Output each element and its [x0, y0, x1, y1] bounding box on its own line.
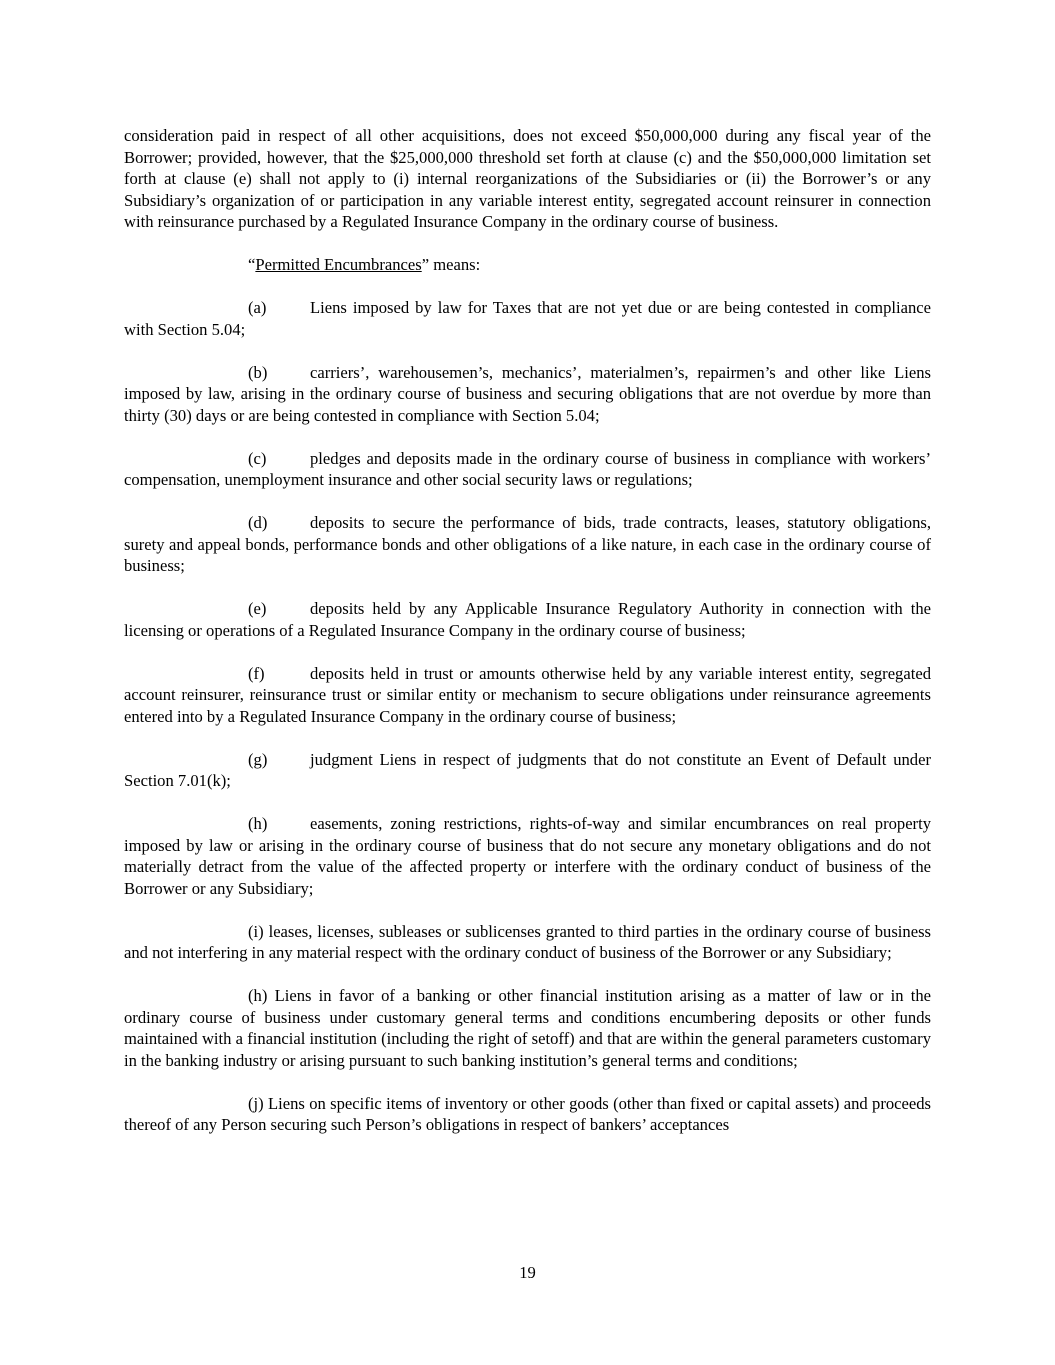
clause-g — [124, 749, 931, 792]
clause-c — [124, 448, 931, 491]
clause-label: (c) — [248, 448, 267, 468]
clause-f — [124, 663, 931, 728]
clause-label: (g) — [248, 749, 268, 769]
clause-text: easements, zoning restrictions, rights-of-way and similar encumbrances on real property imposed by law or arising in the ordinary course of business that do not secure any monetary obligations and do not materially detract from the value of the affected property or interfere with the ordinary conduct of business of the Borrower or any Subsidiary; — [124, 814, 931, 898]
definition-suffix: ” means: — [421, 255, 481, 274]
clause-d — [124, 512, 931, 577]
clause-text: carriers’, warehousemen’s, mechanics’, materialmen’s, repairmen’s and other like Liens imposed by law, arising in the ordinary course of business and securing obligations that are not overdue by more than thirty (30) days or are being contested in compliance with Section 5.04; — [124, 362, 931, 425]
definition-open-quote: “ — [248, 255, 256, 274]
page-number: 19 — [519, 1263, 536, 1282]
clause-text: pledges and deposits made in the ordinary course of business in compliance with workers’ compensation, unemployment insurance and other social security laws or regulations; — [124, 448, 931, 489]
document-page — [124, 125, 931, 1157]
clause-h — [124, 813, 931, 899]
clause-a — [124, 297, 931, 340]
clause-e — [124, 598, 931, 641]
clause-label: (b) — [248, 362, 268, 382]
clause-label: (d) — [248, 513, 268, 532]
clause-b — [124, 362, 931, 427]
clause-label: (e) — [248, 599, 267, 618]
clause-label: (h) — [248, 814, 268, 833]
definition-heading — [124, 254, 931, 276]
clause-text: Liens imposed by law for Taxes that are not yet due or are being contested in compliance with Section 5.04; — [124, 298, 931, 339]
clause-i: (i) leases, licenses, subleases or sublicenses granted to third parties in the ordinary course of business and not interfering in any material respect with the ordinary conduct of business of the Borrower or any Subsidiary; — [124, 921, 931, 962]
clause-text: deposits held in trust or amounts otherwise held by any variable interest entity, segregated account reinsurer, reinsurance trust or similar entity or mechanism to secure obligations under reinsurance agreements entered into by a Regulated Insurance Company in the ordinary course of business; — [124, 663, 931, 726]
clause-label: (f) — [248, 663, 265, 683]
clause-label: (a) — [248, 298, 267, 317]
clause-text: deposits held by any Applicable Insurance Regulatory Authority in connection with the licensing or operations of a Regulated Insurance Company in the ordinary course of business; — [124, 599, 931, 640]
defined-term: Permitted Encumbrances — [255, 255, 422, 274]
clause-text: judgment Liens in respect of judgments that do not constitute an Event of Default under Section 7.01(k); — [124, 749, 931, 790]
clause-j: (j) Liens on specific items of inventory or other goods (other than fixed or capital assets) and proceeds thereof of any Person securing such Person’s obligations in respect of bankers’ acceptances — [124, 1093, 931, 1134]
clause-text: deposits to secure the performance of bids, trade contracts, leases, statutory obligations, surety and appeal bonds, performance bonds and other obligations of a like nature, in each case in the ordinary course of business; — [124, 513, 931, 575]
intro-paragraph: consideration paid in respect of all other acquisitions, does not exceed $50,000,000 during any fiscal year of the Borrower; provided, however, that the $25,000,000 threshold set forth at clause (c) and the $50,000,000 limitation set forth at clause (e) shall not apply to (i) internal reorganizations of the Subsidiaries or (ii) the Borrower’s or any Subsidiary’s organization of or participation in any variable interest entity, segregated account reinsurer in connection with reinsurance purchased by a Regulated Insurance Company in the ordinary course of business. — [124, 126, 931, 231]
clause-h-second: (h) Liens in favor of a banking or other financial institution arising as a matter of law or in the ordinary course of business under customary general terms and conditions encumbering deposits or other funds maintained with a financial institution (including the right of setoff) and that are within the general parameters customary in the banking industry or arising pursuant to such banking institution’s general terms and conditions; — [124, 986, 931, 1070]
